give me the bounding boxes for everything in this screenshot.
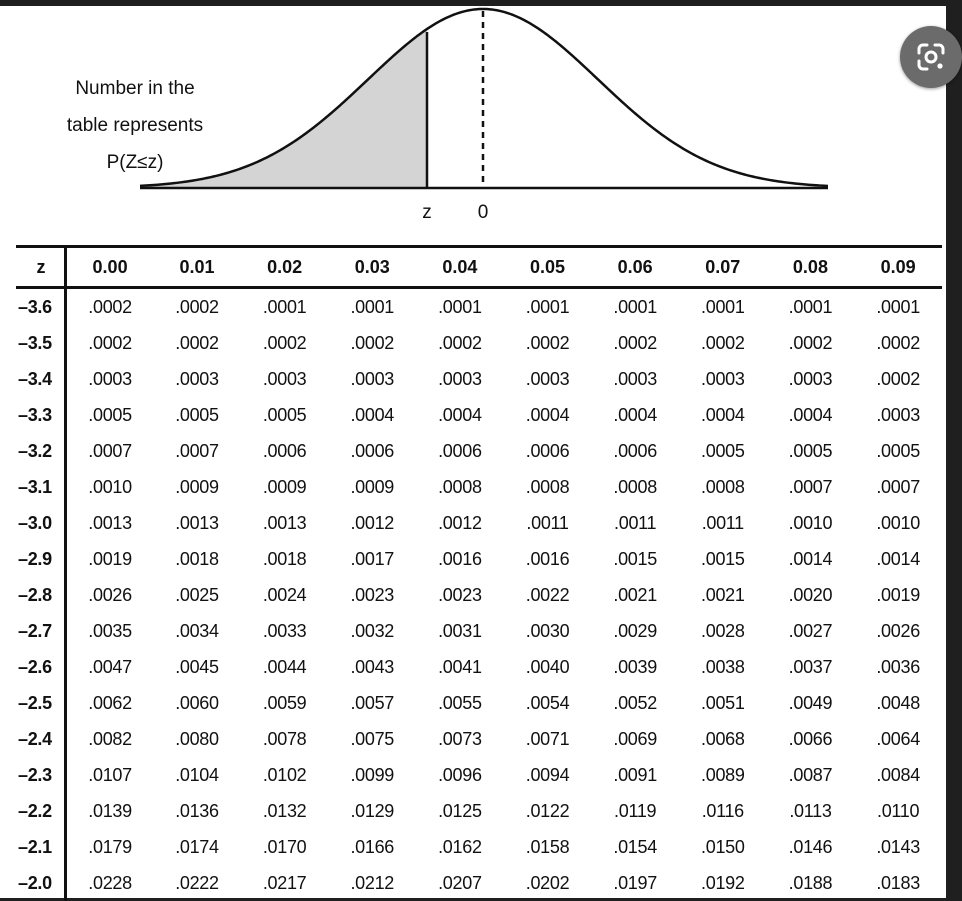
probability-cell: .0174 [153, 829, 241, 865]
z-value-cell: –3.3 [16, 397, 66, 433]
probability-cell: .0078 [241, 721, 329, 757]
probability-cell: .0049 [767, 685, 855, 721]
z-value-cell: –3.0 [16, 505, 66, 541]
probability-cell: .0014 [767, 541, 855, 577]
probability-cell: .0009 [241, 469, 329, 505]
probability-cell: .0001 [328, 288, 416, 326]
probability-cell: .0012 [416, 505, 504, 541]
probability-cell: .0039 [591, 649, 679, 685]
probability-cell: .0166 [328, 829, 416, 865]
probability-cell: .0011 [679, 505, 767, 541]
z-value-cell: –2.4 [16, 721, 66, 757]
zero-axis-label: 0 [478, 202, 489, 223]
probability-cell: .0006 [504, 433, 592, 469]
probability-cell: .0008 [591, 469, 679, 505]
probability-cell: .0003 [854, 397, 942, 433]
probability-cell: .0139 [66, 793, 154, 829]
probability-cell: .0222 [153, 865, 241, 901]
z-value-cell: –2.9 [16, 541, 66, 577]
probability-cell: .0004 [328, 397, 416, 433]
probability-cell: .0013 [153, 505, 241, 541]
column-header: 0.00 [66, 247, 154, 288]
probability-cell: .0060 [153, 685, 241, 721]
probability-cell: .0008 [504, 469, 592, 505]
probability-cell: .0030 [504, 613, 592, 649]
probability-cell: .0019 [66, 541, 154, 577]
probability-cell: .0029 [591, 613, 679, 649]
probability-cell: .0068 [679, 721, 767, 757]
probability-cell: .0003 [504, 361, 592, 397]
probability-cell: .0096 [416, 757, 504, 793]
header-row [16, 247, 942, 288]
probability-cell: .0051 [679, 685, 767, 721]
probability-cell: .0002 [854, 361, 942, 397]
probability-cell: .0014 [854, 541, 942, 577]
z-table [16, 245, 942, 901]
table-row [16, 721, 942, 757]
probability-cell: .0094 [504, 757, 592, 793]
probability-cell: .0013 [66, 505, 154, 541]
figure-caption [40, 70, 230, 181]
z-value-cell: –3.1 [16, 469, 66, 505]
probability-cell: .0228 [66, 865, 154, 901]
probability-cell: .0087 [767, 757, 855, 793]
probability-cell: .0043 [328, 649, 416, 685]
column-header: 0.04 [416, 247, 504, 288]
probability-cell: .0033 [241, 613, 329, 649]
probability-cell: .0004 [679, 397, 767, 433]
probability-cell: .0170 [241, 829, 329, 865]
probability-cell: .0008 [679, 469, 767, 505]
probability-cell: .0002 [153, 288, 241, 326]
z-value-cell: –2.2 [16, 793, 66, 829]
probability-cell: .0006 [416, 433, 504, 469]
probability-cell: .0023 [416, 577, 504, 613]
probability-cell: .0002 [328, 325, 416, 361]
probability-cell: .0001 [416, 288, 504, 326]
probability-cell: .0146 [767, 829, 855, 865]
probability-cell: .0066 [767, 721, 855, 757]
z-value-cell: –2.6 [16, 649, 66, 685]
probability-cell: .0002 [153, 325, 241, 361]
probability-cell: .0002 [241, 325, 329, 361]
probability-cell: .0136 [153, 793, 241, 829]
probability-cell: .0020 [767, 577, 855, 613]
probability-cell: .0001 [854, 288, 942, 326]
probability-cell: .0179 [66, 829, 154, 865]
probability-cell: .0019 [854, 577, 942, 613]
z-value-cell: –2.7 [16, 613, 66, 649]
caption-line: table represents [40, 107, 230, 144]
z-axis-label: z [422, 202, 432, 223]
column-header: 0.03 [328, 247, 416, 288]
probability-cell: .0091 [591, 757, 679, 793]
z-value-cell: –2.1 [16, 829, 66, 865]
probability-cell: .0010 [66, 469, 154, 505]
probability-cell: .0009 [153, 469, 241, 505]
probability-cell: .0082 [66, 721, 154, 757]
probability-cell: .0158 [504, 829, 592, 865]
z-value-cell: –3.5 [16, 325, 66, 361]
probability-cell: .0011 [504, 505, 592, 541]
probability-cell: .0010 [767, 505, 855, 541]
probability-cell: .0004 [767, 397, 855, 433]
z-column-header: z [16, 247, 66, 288]
probability-cell: .0018 [153, 541, 241, 577]
probability-cell: .0022 [504, 577, 592, 613]
probability-cell: .0057 [328, 685, 416, 721]
probability-cell: .0089 [679, 757, 767, 793]
probability-cell: .0107 [66, 757, 154, 793]
probability-cell: .0017 [328, 541, 416, 577]
probability-cell: .0084 [854, 757, 942, 793]
probability-cell: .0116 [679, 793, 767, 829]
table-row [16, 793, 942, 829]
probability-cell: .0217 [241, 865, 329, 901]
probability-cell: .0045 [153, 649, 241, 685]
probability-cell: .0001 [767, 288, 855, 326]
probability-cell: .0188 [767, 865, 855, 901]
probability-cell: .0004 [504, 397, 592, 433]
probability-cell: .0015 [679, 541, 767, 577]
probability-cell: .0113 [767, 793, 855, 829]
probability-cell: .0080 [153, 721, 241, 757]
table-row [16, 505, 942, 541]
probability-cell: .0007 [153, 433, 241, 469]
probability-cell: .0002 [66, 325, 154, 361]
table-row [16, 865, 942, 901]
probability-cell: .0006 [241, 433, 329, 469]
probability-cell: .0005 [767, 433, 855, 469]
column-header: 0.09 [854, 247, 942, 288]
probability-cell: .0125 [416, 793, 504, 829]
probability-cell: .0012 [328, 505, 416, 541]
probability-cell: .0212 [328, 865, 416, 901]
probability-cell: .0054 [504, 685, 592, 721]
probability-cell: .0005 [241, 397, 329, 433]
probability-cell: .0036 [854, 649, 942, 685]
probability-cell: .0026 [854, 613, 942, 649]
table-row [16, 829, 942, 865]
probability-cell: .0183 [854, 865, 942, 901]
probability-cell: .0035 [66, 613, 154, 649]
table-row [16, 397, 942, 433]
probability-cell: .0002 [854, 325, 942, 361]
z-value-cell: –3.2 [16, 433, 66, 469]
probability-cell: .0001 [504, 288, 592, 326]
table-row [16, 577, 942, 613]
probability-cell: .0001 [679, 288, 767, 326]
probability-cell: .0005 [679, 433, 767, 469]
probability-cell: .0122 [504, 793, 592, 829]
probability-cell: .0018 [241, 541, 329, 577]
table-row [16, 469, 942, 505]
probability-cell: .0015 [591, 541, 679, 577]
probability-cell: .0023 [328, 577, 416, 613]
probability-cell: .0005 [854, 433, 942, 469]
probability-cell: .0002 [416, 325, 504, 361]
probability-cell: .0021 [591, 577, 679, 613]
probability-cell: .0047 [66, 649, 154, 685]
probability-cell: .0069 [591, 721, 679, 757]
probability-cell: .0102 [241, 757, 329, 793]
probability-cell: .0003 [66, 361, 154, 397]
table-row [16, 433, 942, 469]
probability-cell: .0008 [416, 469, 504, 505]
probability-cell: .0028 [679, 613, 767, 649]
probability-cell: .0007 [767, 469, 855, 505]
probability-cell: .0016 [416, 541, 504, 577]
probability-cell: .0002 [504, 325, 592, 361]
probability-cell: .0110 [854, 793, 942, 829]
probability-cell: .0132 [241, 793, 329, 829]
probability-cell: .0052 [591, 685, 679, 721]
column-header: 0.01 [153, 247, 241, 288]
table-row [16, 325, 942, 361]
probability-cell: .0006 [328, 433, 416, 469]
table-row [16, 649, 942, 685]
probability-cell: .0003 [241, 361, 329, 397]
probability-cell: .0003 [416, 361, 504, 397]
probability-cell: .0162 [416, 829, 504, 865]
probability-cell: .0001 [241, 288, 329, 326]
caption-line: P(Z≤z) [40, 144, 230, 181]
column-header: 0.05 [504, 247, 592, 288]
probability-cell: .0041 [416, 649, 504, 685]
probability-cell: .0038 [679, 649, 767, 685]
probability-cell: .0003 [679, 361, 767, 397]
probability-cell: .0037 [767, 649, 855, 685]
probability-cell: .0002 [591, 325, 679, 361]
probability-cell: .0034 [153, 613, 241, 649]
probability-cell: .0005 [66, 397, 154, 433]
probability-cell: .0021 [679, 577, 767, 613]
z-value-cell: –2.5 [16, 685, 66, 721]
probability-cell: .0007 [854, 469, 942, 505]
z-table-body [16, 288, 942, 901]
column-header: 0.02 [241, 247, 329, 288]
probability-cell: .0026 [66, 577, 154, 613]
table-row [16, 685, 942, 721]
probability-cell: .0062 [66, 685, 154, 721]
column-header: 0.06 [591, 247, 679, 288]
probability-cell: .0059 [241, 685, 329, 721]
probability-cell: .0007 [66, 433, 154, 469]
probability-cell: .0031 [416, 613, 504, 649]
probability-cell: .0016 [504, 541, 592, 577]
probability-cell: .0032 [328, 613, 416, 649]
column-header: 0.07 [679, 247, 767, 288]
table-row [16, 288, 942, 326]
table-row [16, 541, 942, 577]
probability-cell: .0010 [854, 505, 942, 541]
z-table-header [16, 247, 942, 288]
probability-cell: .0150 [679, 829, 767, 865]
probability-cell: .0129 [328, 793, 416, 829]
caption-line: Number in the [40, 70, 230, 107]
probability-cell: .0073 [416, 721, 504, 757]
table-row [16, 757, 942, 793]
probability-cell: .0154 [591, 829, 679, 865]
probability-cell: .0009 [328, 469, 416, 505]
probability-cell: .0001 [591, 288, 679, 326]
probability-cell: .0197 [591, 865, 679, 901]
z-value-cell: –3.6 [16, 288, 66, 326]
probability-cell: .0192 [679, 865, 767, 901]
probability-cell: .0013 [241, 505, 329, 541]
probability-cell: .0071 [504, 721, 592, 757]
probability-cell: .0004 [416, 397, 504, 433]
column-header: 0.08 [767, 247, 855, 288]
z-value-cell: –3.4 [16, 361, 66, 397]
probability-cell: .0006 [591, 433, 679, 469]
probability-cell: .0044 [241, 649, 329, 685]
probability-cell: .0119 [591, 793, 679, 829]
probability-cell: .0202 [504, 865, 592, 901]
probability-cell: .0075 [328, 721, 416, 757]
probability-cell: .0003 [591, 361, 679, 397]
probability-cell: .0002 [767, 325, 855, 361]
table-row [16, 361, 942, 397]
probability-cell: .0055 [416, 685, 504, 721]
probability-cell: .0064 [854, 721, 942, 757]
probability-cell: .0104 [153, 757, 241, 793]
z-table-image [0, 6, 946, 898]
probability-cell: .0003 [328, 361, 416, 397]
table-row [16, 613, 942, 649]
normal-curve-figure [0, 6, 946, 246]
probability-cell: .0024 [241, 577, 329, 613]
probability-cell: .0011 [591, 505, 679, 541]
z-value-cell: –2.3 [16, 757, 66, 793]
probability-cell: .0099 [328, 757, 416, 793]
probability-cell: .0207 [416, 865, 504, 901]
probability-cell: .0002 [66, 288, 154, 326]
probability-cell: .0005 [153, 397, 241, 433]
lens-icon [915, 41, 947, 73]
probability-cell: .0002 [679, 325, 767, 361]
probability-cell: .0003 [767, 361, 855, 397]
probability-cell: .0040 [504, 649, 592, 685]
probability-cell: .0004 [591, 397, 679, 433]
probability-cell: .0143 [854, 829, 942, 865]
z-value-cell: –2.0 [16, 865, 66, 901]
probability-cell: .0027 [767, 613, 855, 649]
z-value-cell: –2.8 [16, 577, 66, 613]
probability-cell: .0003 [153, 361, 241, 397]
probability-cell: .0048 [854, 685, 942, 721]
probability-cell: .0025 [153, 577, 241, 613]
google-lens-button[interactable] [900, 26, 962, 88]
